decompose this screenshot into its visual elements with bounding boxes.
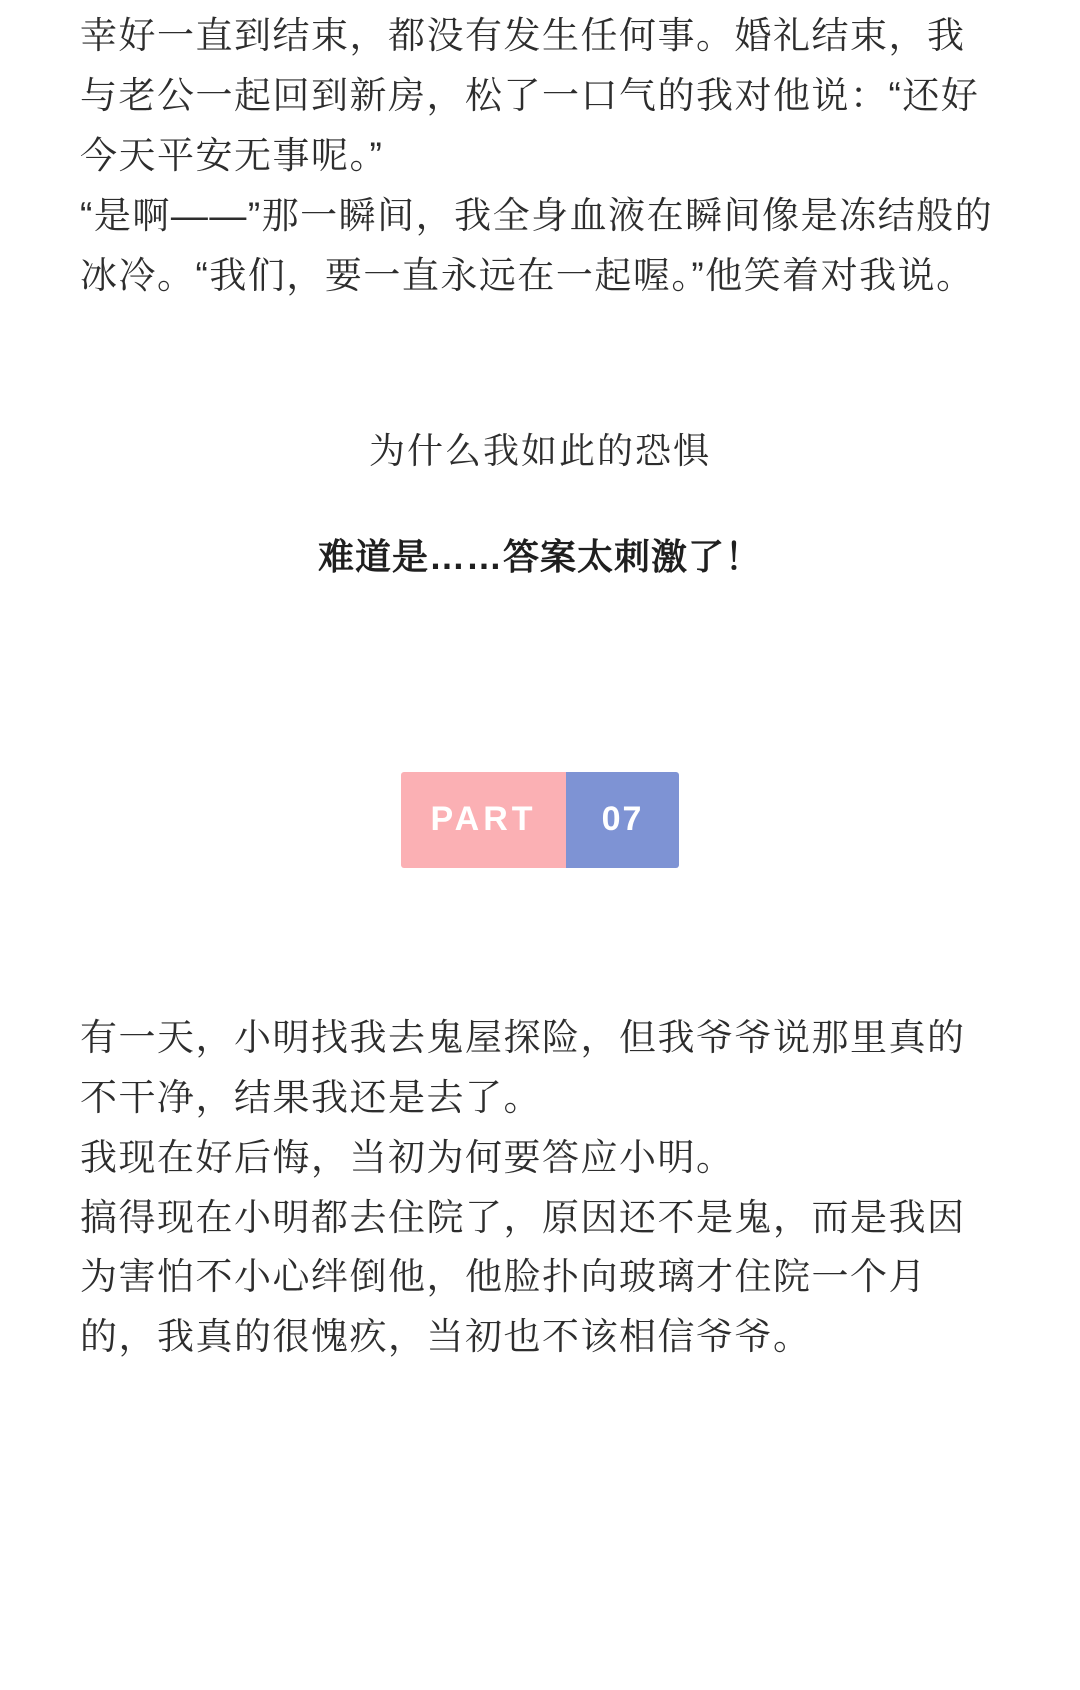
spacer — [80, 868, 1000, 1008]
spacer — [80, 478, 1000, 530]
paragraph: 幸好一直到结束，都没有发生任何事。婚礼结束，我与老公一起回到新房，松了一口气的我对他说：“还好今天平安无事呢。” — [80, 15, 980, 176]
paragraph: 搞得现在小明都去住院了，原因还不是鬼，而是我因为害怕不小心绊倒他，他脸扑向玻璃才住院一个月的，我真的很愧疚，当初也不该相信爷爷。 — [80, 1196, 966, 1358]
spacer — [80, 306, 1000, 424]
spacer — [80, 584, 1000, 772]
center-answer: 难道是……答案太刺激了！ — [317, 535, 762, 577]
paragraph: 我现在好后悔，当初为何要答应小明。 — [80, 1136, 735, 1178]
top-text-block — [80, 0, 1000, 306]
center-question: 为什么我如此的恐惧 — [368, 429, 711, 471]
part-badge — [401, 772, 679, 868]
bottom-text-block — [80, 1008, 1000, 1368]
paragraph: “是啊——”那一瞬间，我全身血液在瞬间像是冻结般的冰冷。“我们，要一直永远在一起喔。”他笑着对我说。 — [80, 194, 994, 296]
paragraph: 有一天，小明找我去鬼屋探险，但我爷爷说那里真的不干净，结果我还是去了。 — [80, 1016, 966, 1118]
part-badge-label: PART — [401, 772, 566, 868]
part-badge-number: 07 — [566, 772, 679, 868]
